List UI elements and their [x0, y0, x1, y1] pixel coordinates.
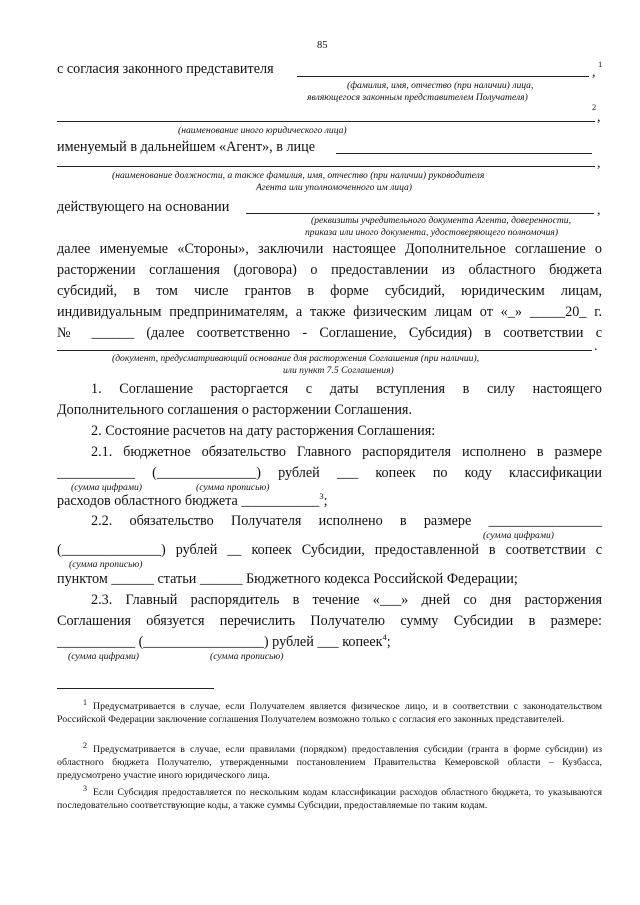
paragraph-line: индивидуальным предпринимателям, а также физическим лицам от «_» _____20_ г.: [57, 304, 602, 320]
agent-line: именуемый в дальнейшем «Агент», в лице: [57, 139, 316, 155]
footnote-2: $^2$ Предусматривается в случае, если правилами (порядком) предоставления субсидии (гранта в форме субсидии) из областного бюджета Получателю, утвержденными постановлением Правительства Кемеровской области – Кузбасса, предусмотрено участие иного юридического лица.: [57, 741, 602, 781]
item-2-1-line: расходов областного бюджета ___________$^3$;: [57, 491, 328, 509]
note-sum-digits: (сумма цифрами): [483, 530, 554, 541]
agent-person-blank: [336, 153, 592, 154]
page-number: 85: [317, 40, 328, 51]
footnote-1: $^1$ Предусматривается в случае, если Получателем является физическое лицо, и в соответствии с законодательством Российской Федерации заключение соглашения Получателем возможно только с согласия его законных представителей.: [57, 698, 602, 725]
basis-blank: [246, 213, 594, 214]
footnote-number: 3: [83, 784, 87, 793]
consent-line: с согласия законного представителя: [57, 61, 274, 77]
paragraph-line: № ______ (далее соответственно - Соглашение, Субсидия) в соответствии с: [57, 325, 602, 341]
comma: ,: [597, 110, 601, 125]
footnote-3: $^3$ Если Субсидия предоставляется по нескольким кодам классификации расходов областного бюджета, то указываются последовательно соответствующие коды, а также суммы Субсидии, предоставляемые по таким кодам.: [57, 784, 602, 811]
comma: ,: [597, 203, 601, 218]
item-2-1-line: ___________ (______________) рублей ___ копеек по коду классификации: [57, 465, 602, 481]
paragraph-line: далее именуемые «Стороны», заключили настоящее Дополнительное соглашение о: [57, 241, 602, 257]
note-representative-b: являющегося законным представителем Получателя): [307, 92, 528, 103]
footnote-number: 1: [83, 698, 87, 707]
legal-entity-blank: [57, 121, 595, 122]
note-basis-b: приказа или иного документа, удостоверяющего полномочия): [305, 227, 559, 238]
item-2-3-line: ___________ (_________________) рублей ___ копеек$^4$;: [57, 632, 391, 650]
item-1-line: 1. Соглашение расторгается с даты вступления в силу настоящего: [91, 381, 602, 397]
item-2-3-line: Соглашения обязуется перечислить Получателю сумму Субсидии в размере:: [57, 613, 602, 629]
item-2-1-line: 2.1. бюджетное обязательство Главного распорядителя исполнено в размере: [91, 444, 602, 460]
comma: ,: [592, 65, 596, 80]
note-representative-a: (фамилия, имя, отчество (при наличии) лица,: [347, 80, 534, 91]
note-sum-words: (сумма прописью): [210, 651, 284, 662]
note-basis-a: (реквизиты учредительного документа Агента, доверенности,: [311, 215, 571, 226]
item-2-3-line: 2.3. Главный распорядитель в течение «___» дней со дня расторжения: [91, 592, 602, 608]
footnote-ref-2: 2: [592, 102, 597, 112]
note-sum-digits: (сумма цифрами): [68, 651, 139, 662]
note-agent-b: Агента или уполномоченного им лица): [256, 182, 412, 193]
footnote-ref-1: 1: [598, 59, 603, 69]
representative-blank: [297, 76, 589, 77]
item-2-2-line: (______________) рублей __ копеек Субсидии, предоставленной в соответствии с: [57, 542, 602, 558]
footnote-number: 2: [83, 741, 87, 750]
item-2-line: 2. Состояние расчетов на дату расторжения Соглашения:: [91, 423, 436, 439]
footnote-ref-3: 3: [319, 491, 324, 501]
note-sum-digits: (сумма цифрами): [71, 482, 142, 493]
paragraph-line: субсидий, в том числе грантов в форме субсидий, юридическим лицам,: [57, 283, 602, 299]
note-document-b: или пункт 7.5 Соглашения): [283, 365, 394, 376]
item-1-line: Дополнительного соглашения о расторжении Соглашения.: [57, 402, 412, 418]
item-2-2-line: пунктом ______ статьи ______ Бюджетного кодекса Российской Федерации;: [57, 571, 518, 587]
agent-person-blank-2: [57, 166, 595, 167]
footnote-ref-4: 4: [382, 632, 387, 642]
note-document-a: (документ, предусматривающий основание для расторжения Соглашения (при наличии),: [112, 353, 480, 364]
paragraph-line: расторжении соглашения (договора) о предоставлении из областного бюджета: [57, 262, 602, 278]
footnote-separator: [57, 688, 214, 689]
note-sum-words: (сумма прописью): [69, 559, 143, 570]
document-blank: [57, 350, 592, 351]
period: .: [594, 339, 598, 354]
item-2-2-line: 2.2. обязательство Получателя исполнено в размере ________________: [91, 513, 602, 529]
note-sum-words: (сумма прописью): [196, 482, 270, 493]
basis-line: действующего на основании: [57, 199, 230, 215]
note-agent-a: (наименование должности, а также фамилия, имя, отчество (при наличии) руководителя: [112, 170, 485, 181]
note-legal-entity: (наименование иного юридического лица): [178, 125, 347, 136]
comma: ,: [597, 156, 601, 171]
